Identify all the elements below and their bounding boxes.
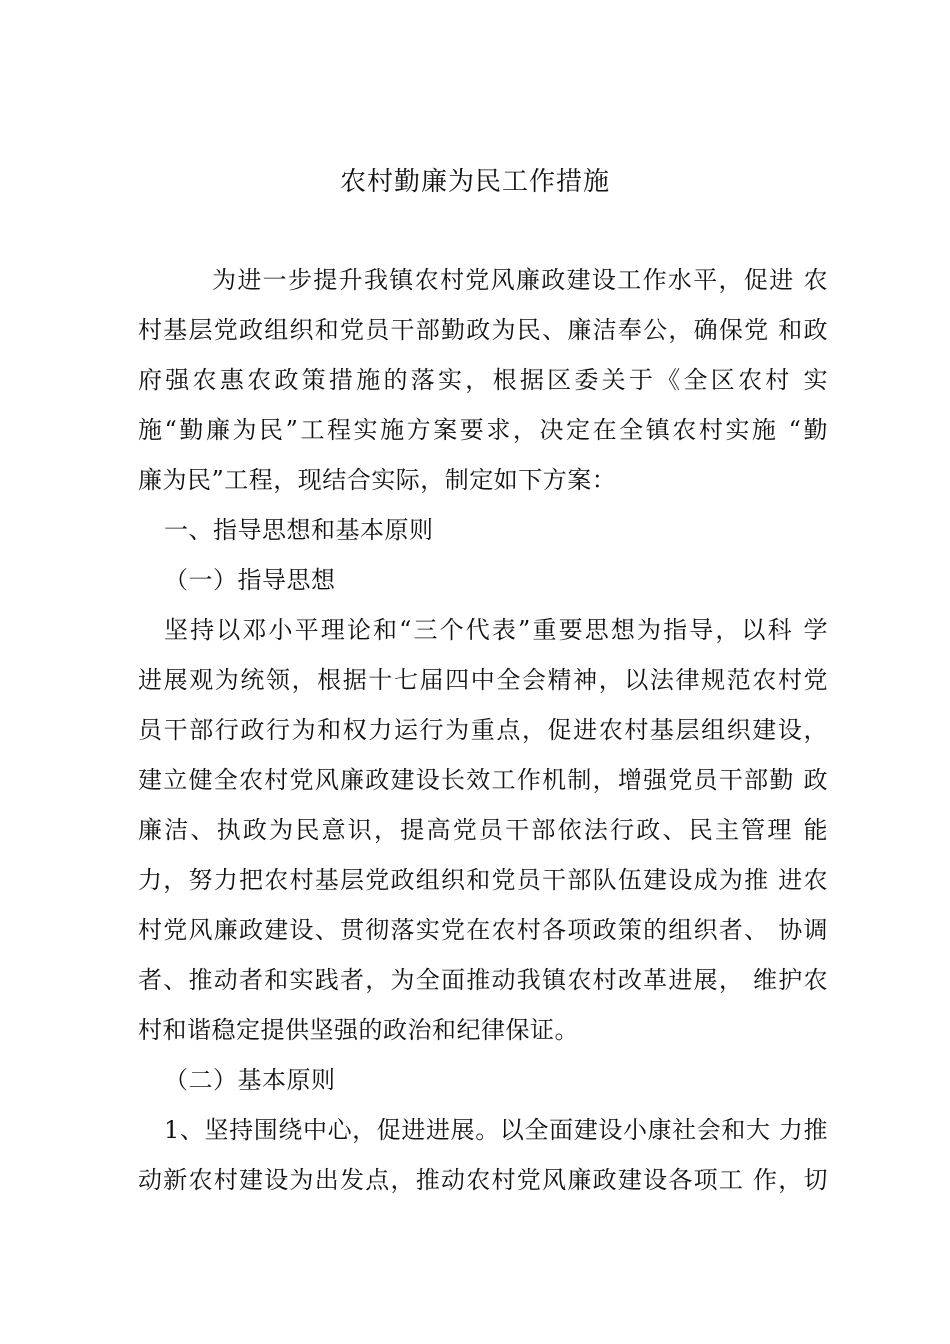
paragraph-line: 动新农村建设为出发点，推动农村党风廉政建设各项工 作，切 [138,1166,828,1194]
paragraph-line: 村基层党政组织和党员干部勤政为民、廉洁奉公，确保党 和政 [138,316,828,344]
paragraph-line: 廉洁、执政为民意识，提高党员干部依法行政、民主管理 能 [138,816,828,844]
paragraph-line: 村党风廉政建设、贯彻落实党在农村各项政策的组织者、 协调 [138,916,828,944]
paragraph-line: 坚持以邓小平理论和“三个代表”重要思想为指导，以科 学 [164,616,828,644]
paragraph-line: 施“勤廉为民”工程实施方案要求，决定在全镇农村实施 “勤 [138,416,828,444]
section-heading: 一、指导思想和基本原则 [164,516,434,544]
paragraph-line: 为进一步提升我镇农村党风廉政建设工作水平，促进 农 [212,266,828,294]
document-title: 农村勤廉为民工作措施 [339,167,610,197]
subsection-heading: （一）指导思想 [164,566,336,594]
paragraph-line: 力，努力把农村基层党政组织和党员干部队伍建设成为推 进农 [138,866,828,894]
paragraph-line: 员干部行政行为和权力运行为重点，促进农村基层组织建设， [138,716,828,744]
paragraph-line: 村和谐稳定提供坚强的政治和纪律保证。 [138,1016,579,1044]
paragraph-line: 1、坚持围绕中心，促进进展。以全面建设小康社会和大 力推 [164,1116,828,1144]
paragraph-line: 廉为民”工程，现结合实际，制定如下方案： [138,466,617,494]
subsection-heading: （二）基本原则 [164,1066,336,1094]
paragraph-line: 进展观为统领，根据十七届四中全会精神，以法律规范农村党 [138,666,828,694]
paragraph-line: 者、推动者和实践者，为全面推动我镇农村改革进展， 维护农 [138,966,828,994]
paragraph-line: 建立健全农村党风廉政建设长效工作机制，增强党员干部勤 政 [138,766,828,794]
paragraph-line: 府强农惠农政策措施的落实，根据区委关于《全区农村 实 [138,366,828,394]
